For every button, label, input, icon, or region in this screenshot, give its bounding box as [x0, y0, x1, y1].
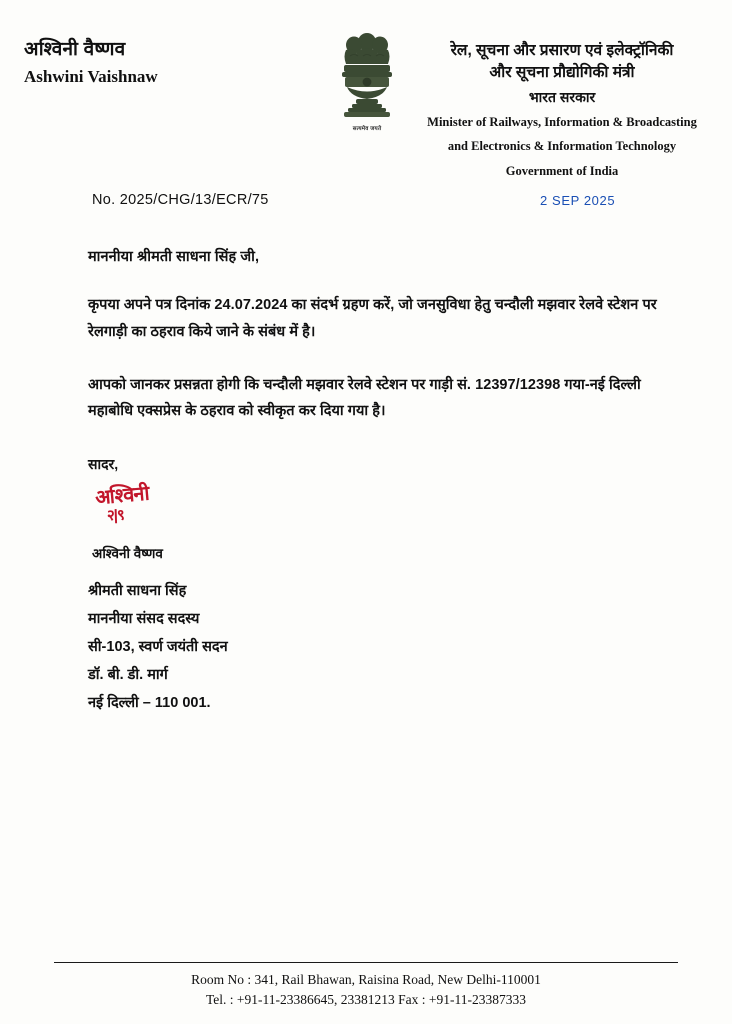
addressee-line-2: माननीया संसद सदस्य	[88, 611, 200, 628]
footer-divider	[54, 962, 678, 963]
ministry-english-line-2: and Electronics & Information Technology	[447, 139, 677, 154]
minister-name-hindi: अश्विनी वैष्णव	[24, 39, 126, 60]
minister-name-block	[24, 38, 274, 87]
addressee-block	[88, 578, 692, 717]
addressee-line-5: नई दिल्ली – 110 001.	[88, 694, 211, 711]
emblem-motto: सत्यमेव जयते	[352, 126, 382, 132]
addressee-line-3: सी-103, स्वर्ण जयंती सदन	[88, 638, 228, 655]
signature-mark-line-2: २|९	[106, 506, 125, 525]
reference-number: No. 2025/CHG/13/ECR/75	[92, 192, 269, 208]
salutation: माननीया श्रीमती साधना सिंह जी,	[88, 249, 260, 265]
reference-row	[88, 192, 692, 218]
ministry-hindi-line-2: और सूचना प्रौद्योगिकी मंत्री	[489, 64, 635, 82]
addressee-line-4: डॉ. बी. डी. मार्ग	[88, 666, 168, 683]
national-emblem-icon	[336, 26, 398, 138]
paragraph-2: आपको जानकर प्रसन्नता होगी कि चन्दौली मझवार रेलवे स्टेशन पर गाड़ी सं. 12397/12398 गया-नई दिल्ली महाबोधि एक्सप्रेस के ठहराव को स्वीकृत कर दिया गया है।	[88, 376, 641, 420]
ministry-english-line-1: Minister of Railways, Information & Broadcasting	[427, 114, 697, 129]
ministry-title-block	[410, 40, 714, 181]
footer-contact: Tel. : +91-11-23386645, 23381213 Fax : +91-11-23387333	[205, 991, 526, 1007]
closing-line: सादर,	[88, 456, 119, 473]
footer	[54, 962, 678, 1011]
letter-date-stamp: 2 SEP 2025	[540, 193, 616, 208]
signature-block	[88, 482, 692, 572]
letterhead	[0, 26, 732, 176]
footer-address: Room No : 341, Rail Bhawan, Raisina Road, New Delhi-110001	[191, 971, 541, 987]
handwritten-signature	[94, 484, 150, 526]
ministry-hindi-line-1: रेल, सूचना और प्रसारण एवं इलेक्ट्रॉनिकी	[450, 42, 674, 59]
government-english: Government of India	[505, 163, 619, 178]
signatory-name: अश्विनी वैष्णव	[92, 546, 163, 562]
government-hindi: भारत सरकार	[528, 88, 596, 105]
letter-body	[88, 192, 692, 717]
addressee-line-1: श्रीमती साधना सिंह	[88, 583, 187, 600]
minister-name-english: Ashwini Vaishnaw	[24, 66, 158, 86]
signature-mark-line-1: अश्विनी	[94, 482, 150, 510]
paragraph-1: कृपया अपने पत्र दिनांक 24.07.2024 का संदर्भ ग्रहण करें, जो जनसुविधा हेतु चन्दौली मझवार रेलवे स्टेशन पर रेलगाड़ी का ठहराव किये जाने के संबंध में है।	[88, 297, 657, 340]
